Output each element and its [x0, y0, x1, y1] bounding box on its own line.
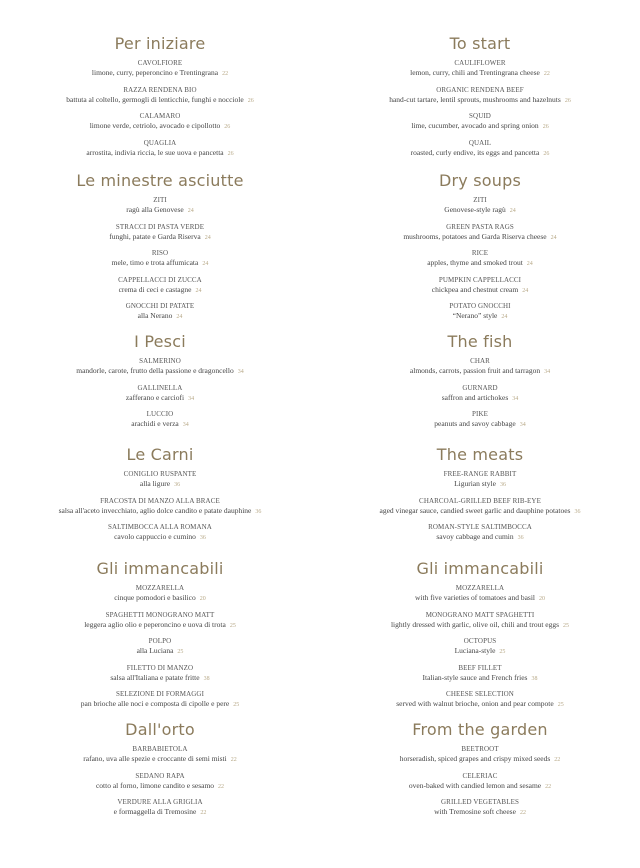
menu-item: [320, 249, 640, 269]
dish-price: 36: [499, 482, 506, 488]
dish-price: 38: [531, 675, 538, 682]
dish-name: SALMERINO: [139, 357, 181, 365]
menu-section: [320, 332, 640, 437]
dish-description-line: [320, 205, 640, 216]
dish-name: CHAR: [470, 357, 490, 365]
menu-section: [320, 171, 640, 329]
dish-name: SPAGHETTI MONOGRANO MATT: [105, 610, 215, 619]
dish-price: 36: [574, 508, 581, 515]
dish-name: CALAMARO: [139, 112, 181, 120]
dish-description: lime, cucumber, avocado and spring onion: [411, 121, 539, 130]
menu-item: [0, 384, 320, 404]
dish-description-line: [320, 68, 640, 79]
dish-name: CAULIFLOWER: [454, 59, 506, 67]
dish-price: 22: [543, 71, 550, 77]
dish-description: Luciana-style: [454, 646, 496, 655]
dish-description: cavolo cappuccio e cumino: [114, 532, 196, 541]
dish-description: alla ligure: [139, 479, 171, 488]
dish-price: 36: [174, 482, 181, 488]
dish-description: funghi, patate e Garda Riserva: [109, 231, 201, 241]
dish-price: 34: [182, 422, 189, 428]
menu-item: [320, 745, 640, 765]
menu-section: [0, 559, 320, 717]
dish-description-line: [320, 699, 640, 710]
dish-name: PIKE: [472, 410, 488, 418]
menu-item: [0, 302, 320, 322]
dish-name: VERDURE ALLA GRIGLIA: [117, 798, 203, 806]
dish-price: 22: [218, 783, 225, 790]
dish-name: QUAIL: [468, 138, 492, 147]
dish-description-line: [320, 807, 640, 818]
dish-name: GNOCCHI DI PATATE: [125, 302, 195, 310]
dish-description-line: [0, 532, 320, 543]
dish-description: mandorle, carote, frutto della passione e dragoncello: [76, 366, 234, 375]
dish-description: apples, thyme and smoked trout: [427, 258, 523, 267]
menu-section: [320, 445, 640, 550]
dish-description-line: [320, 781, 640, 792]
dish-description: battuta al coltello, germogli di lenticchie, funghi e nocciole: [66, 94, 244, 104]
dish-name: FILETTO DI MANZO: [126, 663, 194, 672]
dish-description-line: [320, 148, 640, 159]
menu-item: [0, 357, 320, 377]
dish-description-line: [320, 479, 640, 490]
section-heading: From the garden: [412, 720, 548, 739]
dish-description-line: [0, 95, 320, 106]
dish-price: 22: [519, 810, 526, 816]
dish-price: 36: [199, 535, 206, 541]
dish-price: 26: [247, 97, 254, 104]
menu-item: [0, 798, 320, 818]
dish-price: 26: [564, 97, 571, 104]
menu-item: [0, 249, 320, 269]
english-menu-column: [320, 0, 640, 868]
menu-item: [320, 664, 640, 684]
dish-description: leggera aglio olio e peperoncino e uova di trota: [84, 619, 226, 629]
menu-item: [0, 745, 320, 765]
dish-name: ORGANIC RENDENA BEEF: [436, 85, 524, 94]
section-heading: Gli immancabili: [96, 559, 224, 578]
menu-item: [0, 410, 320, 430]
dish-description-line: [320, 366, 640, 377]
menu-section: [0, 171, 320, 329]
section-heading: Le minestre asciutte: [76, 171, 244, 190]
dish-description: limone verde, cetriolo, avocado e cipollotto: [89, 121, 221, 130]
dish-description: Italian-style sauce and French fries: [422, 672, 528, 682]
dish-description-line: [0, 506, 320, 517]
dish-description-line: [320, 593, 640, 604]
dish-name: GREEN PASTA RAGS: [446, 222, 514, 231]
menu-section: [320, 34, 640, 165]
dish-description: with Tremosine soft cheese: [434, 807, 516, 816]
menu-item: [0, 637, 320, 657]
dish-name: BEETROOT: [461, 745, 499, 753]
dish-description: lemon, curry, chili and Trentingrana cheese: [410, 68, 540, 77]
dish-name: FRACOSTA DI MANZO ALLA BRACE: [100, 496, 220, 505]
dish-name: POTATO GNOCCHI: [449, 302, 511, 310]
menu-item: [320, 196, 640, 216]
section-heading: The fish: [447, 332, 513, 351]
dish-price: 25: [233, 702, 240, 708]
section-heading: Dry soups: [438, 171, 521, 190]
dish-description-line: [0, 754, 320, 765]
dish-description: salsa all'aceto invecchiato, aglio dolce candito e patate dauphine: [58, 505, 252, 515]
dish-description-line: [0, 285, 320, 296]
dish-description: ragù alla Genovese: [126, 205, 184, 214]
section-heading: Per iniziare: [114, 34, 206, 53]
menu-item: [320, 772, 640, 792]
menu-item: [320, 357, 640, 377]
menu-item: [0, 223, 320, 243]
menu-item: [0, 611, 320, 631]
dish-name: CELERIAC: [462, 771, 498, 780]
dish-price: 20: [538, 596, 545, 602]
dish-description-line: [320, 311, 640, 322]
dish-description-line: [320, 121, 640, 132]
menu-item: [0, 523, 320, 543]
dish-name: RISO: [151, 249, 169, 257]
menu-item: [0, 772, 320, 792]
menu-item: [0, 112, 320, 132]
menu-item: [320, 86, 640, 106]
dish-description-line: [0, 646, 320, 657]
dish-description-line: [0, 479, 320, 490]
dish-description: pan brioche alle noci e composta di cipolle e pere: [80, 699, 230, 708]
dish-price: 26: [543, 150, 550, 157]
dish-description: mushrooms, potatoes and Garda Riserva cheese: [403, 231, 547, 241]
dish-price: 26: [542, 124, 549, 130]
dish-description-line: [320, 754, 640, 765]
menu-item: [320, 523, 640, 543]
menu-item: [320, 611, 640, 631]
dish-description: served with walnut brioche, onion and pear compote: [396, 699, 554, 708]
dish-name: CAPPELLACCI DI ZUCCA: [118, 275, 202, 284]
dish-description-line: [0, 68, 320, 79]
dish-description-line: [0, 807, 320, 818]
menu-section: [0, 720, 320, 825]
dish-description: saffron and artichokes: [441, 392, 509, 402]
menu-section: [0, 445, 320, 550]
dish-name: ROMAN-STYLE SALTIMBOCCA: [428, 523, 532, 531]
dish-description-line: [320, 419, 640, 430]
dish-name: BEEF FILLET: [458, 663, 502, 672]
dish-name: RICE: [471, 249, 489, 257]
dish-description-line: [0, 366, 320, 377]
menu-item: [320, 59, 640, 79]
section-heading: Dall'orto: [125, 720, 195, 739]
dish-price: 24: [176, 314, 183, 320]
section-heading: Le Carni: [126, 445, 194, 464]
dish-name: PUMPKIN CAPPELLACCI: [438, 275, 522, 284]
dish-price: 24: [509, 208, 516, 214]
menu-item: [0, 690, 320, 710]
dish-name: SELEZIONE DI FORMAGGI: [115, 690, 205, 698]
menu-item: [320, 276, 640, 296]
dish-description: arachidi e verza: [131, 419, 179, 428]
dish-name: LUCCIO: [146, 410, 174, 418]
dish-name: MOZZARELLA: [135, 584, 185, 592]
dish-name: STRACCI DI PASTA VERDE: [115, 222, 205, 231]
dish-price: 24: [550, 234, 557, 241]
dish-name: SQUID: [469, 112, 491, 120]
dish-description: mele, timo e trota affumicata: [111, 258, 199, 267]
dish-price: 20: [199, 596, 206, 602]
dish-price: 26: [227, 150, 234, 157]
menu-item: [320, 470, 640, 490]
dish-description: crema di ceci e castagne: [118, 284, 192, 294]
dish-description: peanuts and savoy cabbage: [434, 419, 516, 428]
dish-description: alla Nerano: [137, 311, 173, 320]
dish-name: CAVOLFIORE: [137, 59, 183, 67]
menu-item: [0, 86, 320, 106]
dish-name: SEDANO RAPA: [135, 771, 185, 780]
menu-item: [0, 196, 320, 216]
dish-name: QUAGLIA: [143, 138, 177, 147]
dish-name: CHARCOAL-GRILLED BEEF RIB-EYE: [419, 496, 541, 505]
dish-description: Ligurian style: [454, 479, 496, 488]
dish-description: alla Luciana: [136, 646, 174, 655]
dish-name: ZITI: [473, 196, 487, 204]
menu-item: [0, 276, 320, 296]
dish-description: hand-cut tartare, lentil sprouts, mushrooms and hazelnuts: [389, 94, 561, 104]
dish-description-line: [0, 593, 320, 604]
dish-description: aged vinegar sauce, candied sweet garlic and dauphine potatoes: [379, 505, 571, 515]
dish-description: e formaggella di Tremosine: [113, 807, 197, 816]
dish-description: Genovese-style ragù: [444, 205, 506, 214]
dish-price: 36: [517, 535, 524, 541]
dish-price: 25: [563, 622, 570, 629]
dish-price: 24: [195, 287, 202, 294]
dish-price: 22: [554, 757, 561, 763]
menu-section: [320, 559, 640, 717]
section-heading: Gli immancabili: [416, 559, 544, 578]
dish-description: chickpea and chestnut cream: [431, 284, 519, 294]
dish-price: 38: [203, 675, 210, 682]
dish-description-line: [320, 393, 640, 404]
dish-description-line: [320, 532, 640, 543]
dish-description-line: [320, 258, 640, 269]
dish-description-line: [320, 285, 640, 296]
section-heading: I Pesci: [134, 332, 186, 351]
menu-item: [320, 637, 640, 657]
menu-item: [0, 584, 320, 604]
menu-item: [320, 139, 640, 159]
dish-description: roasted, curly endive, its eggs and pancetta: [410, 147, 540, 157]
dish-name: CONIGLIO RUSPANTE: [123, 470, 197, 478]
dish-price: 26: [224, 124, 231, 130]
dish-price: 25: [229, 622, 236, 629]
dish-description: horseradish, spiced grapes and crispy mixed seeds: [399, 754, 551, 763]
dish-name: BARBABIETOLA: [132, 745, 188, 753]
dish-description-line: [0, 419, 320, 430]
dish-name: GURNARD: [462, 383, 498, 392]
dish-price: 34: [544, 369, 551, 375]
menu-section: [320, 720, 640, 825]
menu-section: [0, 34, 320, 165]
dish-name: FREE-RANGE RABBIT: [443, 470, 517, 478]
menu-item: [320, 223, 640, 243]
dish-description: oven-baked with candied lemon and sesame: [408, 780, 542, 790]
dish-price: 22: [222, 71, 229, 77]
dish-description-line: [0, 232, 320, 243]
dish-description: cotto al forno, limone candito e sesamo: [95, 780, 215, 790]
dish-description: lightly dressed with garlic, olive oil, chili and trout eggs: [390, 619, 560, 629]
dish-price: 24: [522, 287, 529, 294]
dish-price: 24: [204, 234, 211, 241]
menu-item: [0, 664, 320, 684]
dish-description: zafferano e carciofi: [125, 392, 185, 402]
dish-description-line: [0, 205, 320, 216]
dish-description: “Nerano” style: [452, 311, 498, 320]
section-heading: To start: [449, 34, 511, 53]
dish-description-line: [320, 95, 640, 106]
dish-description-line: [0, 148, 320, 159]
menu-item: [320, 690, 640, 710]
dish-name: GALLINELLA: [137, 383, 183, 392]
dish-name: RAZZA RENDENA BIO: [123, 85, 197, 94]
dish-price: 22: [545, 783, 552, 790]
menu-section: [0, 332, 320, 437]
menu-item: [320, 410, 640, 430]
dish-price: 36: [255, 508, 262, 515]
dish-price: 24: [202, 261, 209, 267]
dish-description-line: [320, 232, 640, 243]
dish-name: SALTIMBOCCA ALLA ROMANA: [108, 523, 212, 531]
menu-item: [0, 139, 320, 159]
menu-item: [320, 384, 640, 404]
dish-description-line: [0, 121, 320, 132]
menu-item: [320, 584, 640, 604]
dish-description: arrostita, indivia riccia, le sue uova e pancetta: [86, 147, 224, 157]
section-heading: The meats: [436, 445, 524, 464]
dish-description: cinque pomodori e basilico: [114, 593, 196, 602]
dish-price: 22: [200, 810, 207, 816]
dish-description: salsa all'Italiana e patate fritte: [110, 672, 200, 682]
dish-description-line: [0, 620, 320, 631]
dish-price: 22: [230, 757, 237, 763]
menu-item: [320, 798, 640, 818]
dish-name: OCTOPUS: [463, 637, 497, 645]
menu-item: [0, 470, 320, 490]
menu-item: [0, 497, 320, 517]
dish-description-line: [0, 258, 320, 269]
dish-price: 24: [501, 314, 508, 320]
dish-price: 34: [188, 395, 195, 402]
dish-price: 34: [512, 395, 519, 402]
dish-description-line: [0, 393, 320, 404]
dish-name: MONOGRANO MATT SPAGHETTI: [425, 610, 535, 619]
dish-price: 24: [526, 261, 533, 267]
dish-name: MOZZARELLA: [455, 584, 505, 592]
dish-description-line: [320, 646, 640, 657]
dish-price: 25: [499, 649, 506, 655]
dish-description-line: [0, 781, 320, 792]
dish-description-line: [0, 311, 320, 322]
dish-description: rafano, uva alle spezie e croccante di semi misti: [83, 754, 227, 763]
dish-price: 25: [557, 702, 564, 708]
dish-description: with five varieties of tomatoes and basil: [415, 593, 535, 602]
dish-price: 25: [177, 649, 184, 655]
dish-description-line: [320, 506, 640, 517]
dish-description: limone, curry, peperoncino e Trentingrana: [91, 68, 219, 77]
dish-name: CHEESE SELECTION: [446, 690, 514, 698]
dish-description-line: [320, 620, 640, 631]
dish-description: savoy cabbage and cumin: [436, 532, 514, 541]
dish-price: 34: [519, 422, 526, 428]
dish-description: almonds, carrots, passion fruit and tarragon: [409, 366, 541, 375]
dish-price: 34: [237, 369, 244, 375]
dish-name: ZITI: [153, 196, 167, 204]
menu-item: [320, 112, 640, 132]
dish-description-line: [0, 699, 320, 710]
menu-item: [320, 302, 640, 322]
menu-item: [0, 59, 320, 79]
dish-description-line: [0, 673, 320, 684]
dish-description-line: [320, 673, 640, 684]
dish-name: GRILLED VEGETABLES: [441, 798, 519, 806]
dish-name: POLPO: [148, 637, 172, 645]
dish-price: 24: [187, 208, 194, 214]
menu-item: [320, 497, 640, 517]
